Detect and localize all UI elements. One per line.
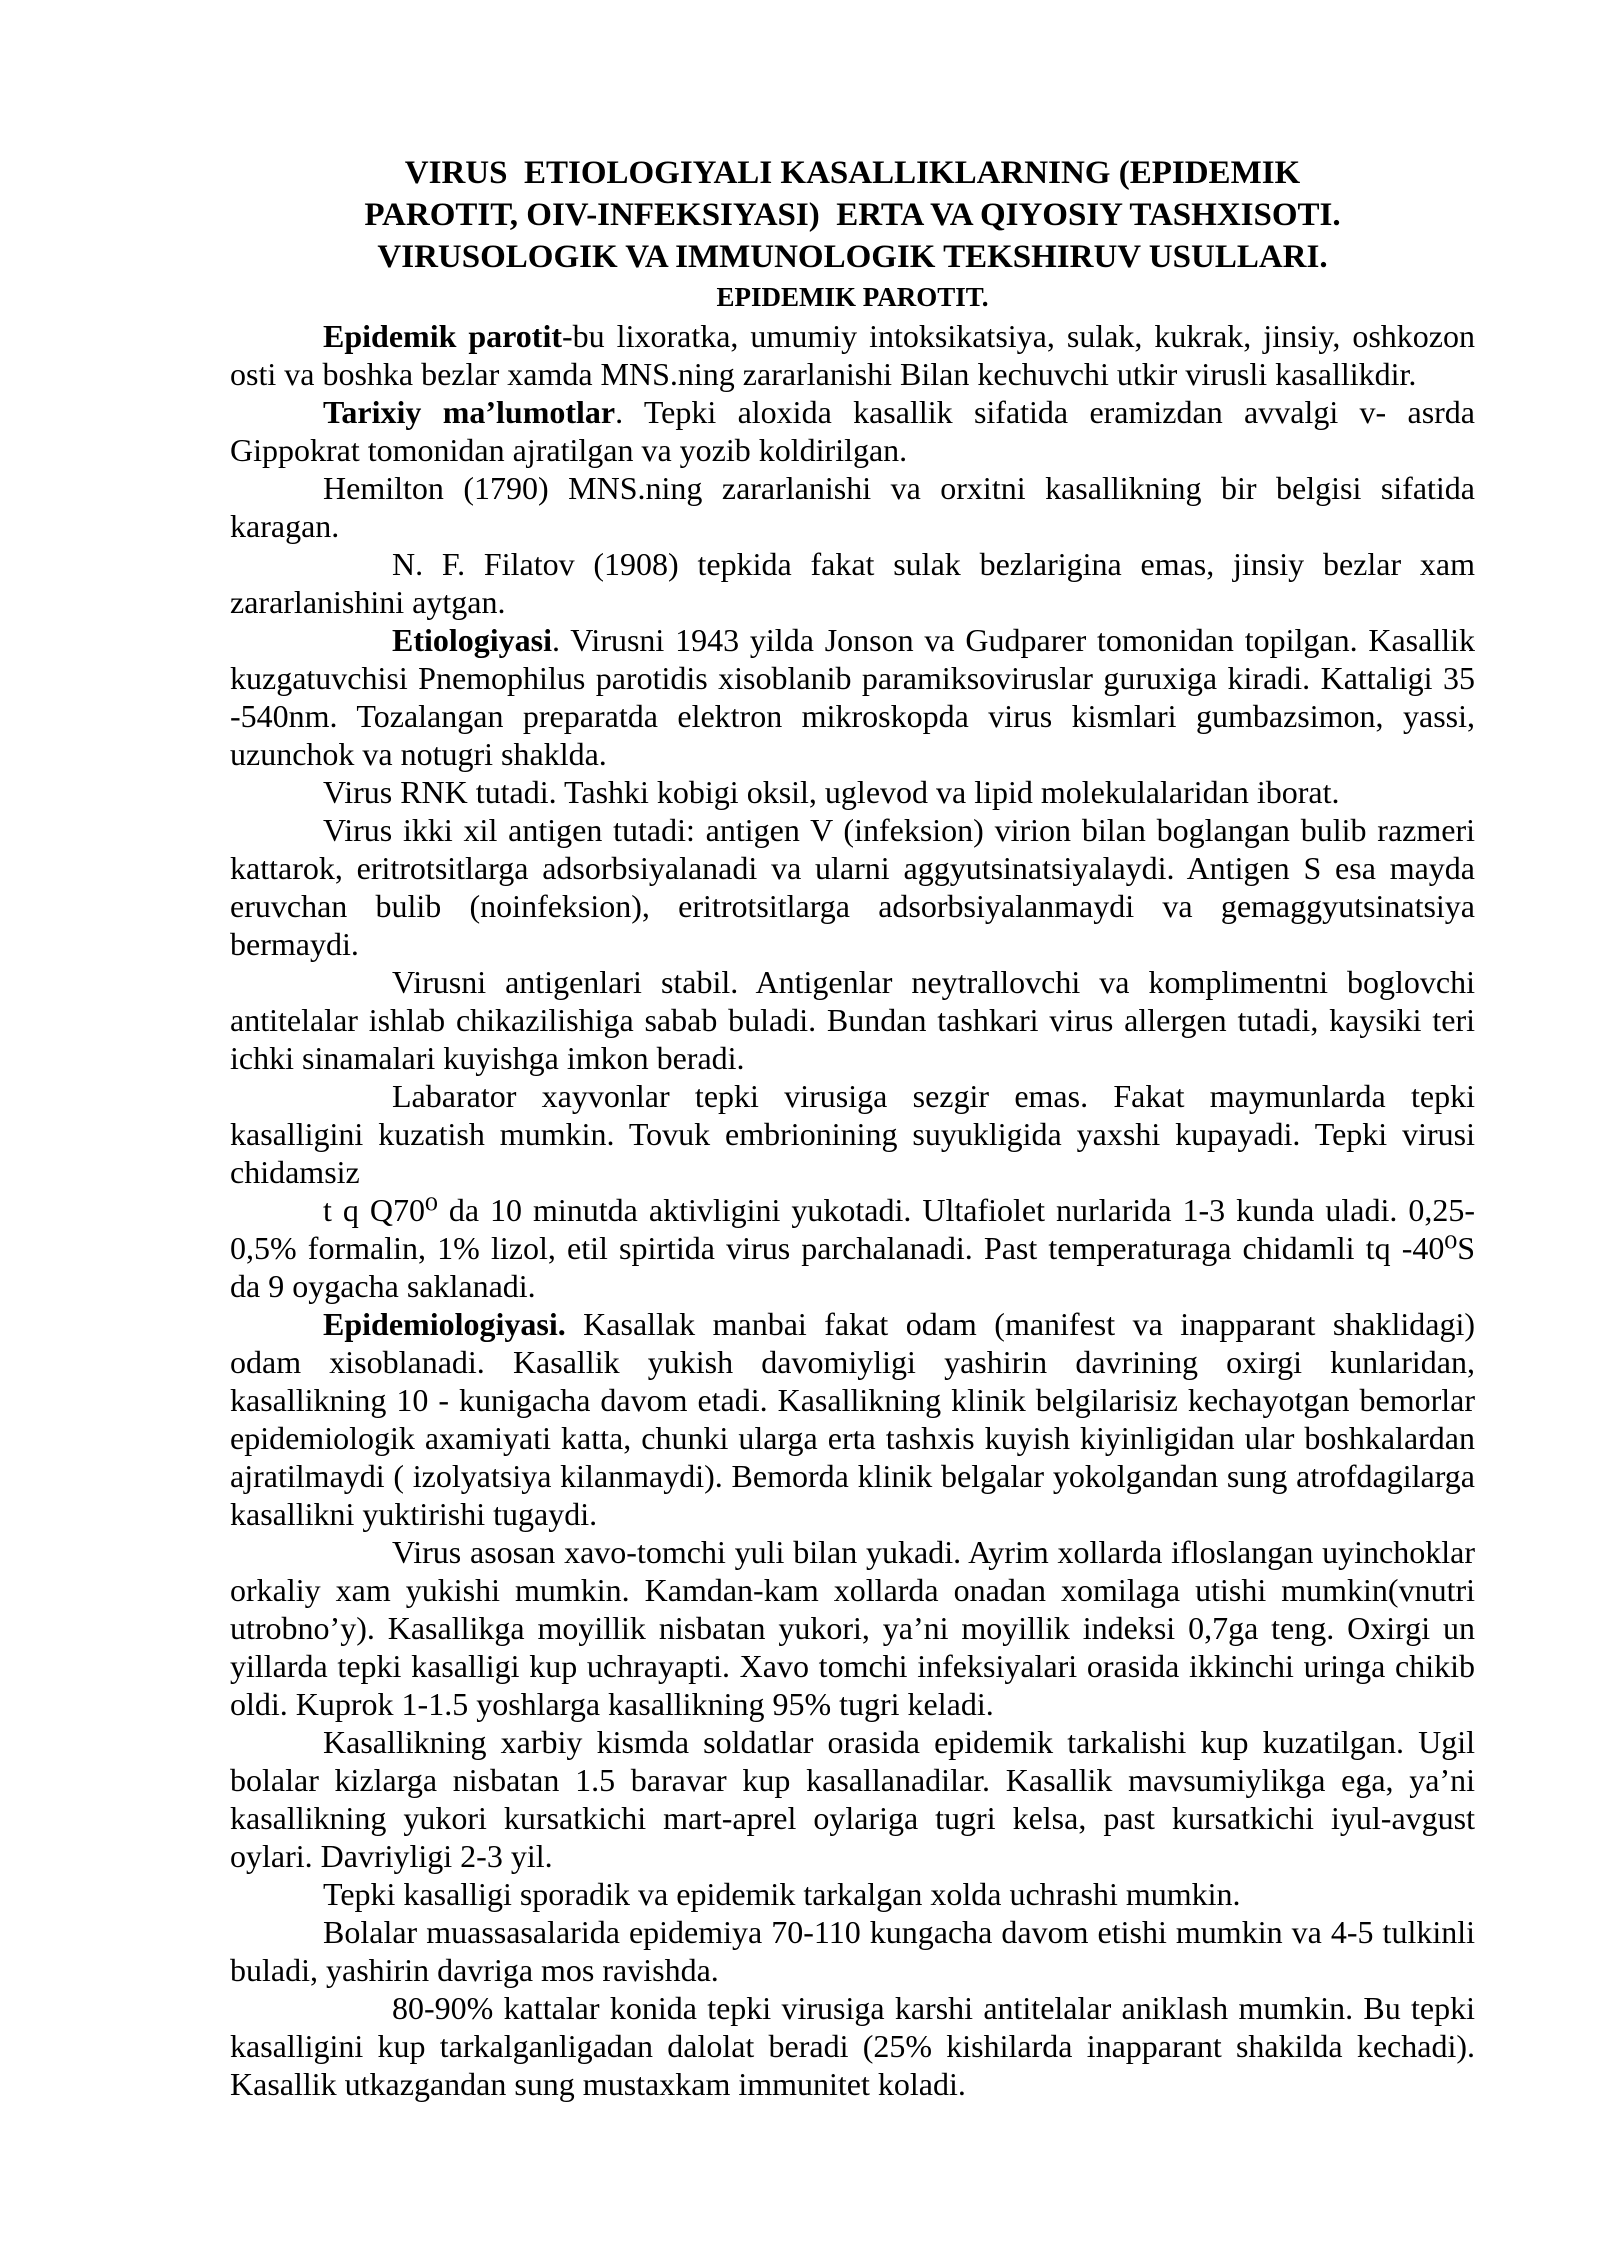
paragraph [230,1305,1475,1533]
paragraph [230,1989,1475,2103]
paragraph [230,621,1475,773]
paragraph-text: Labarator xayvonlar tepki virusiga sezgir emas. Fakat maymunlarda tepki kasalligini kuzatish mumkin. Tovuk embrionining suyukligida yaxshi kupayadi. Tepki virusi chidamsiz [230,1078,1475,1190]
paragraph [230,393,1475,469]
paragraph-text: . Virusni 1943 yilda Jonson va Gudparer tomonidan topilgan. Kasallik kuzgatuvchisi Pnemophilus parotidis xisoblanib paramiksoviruslar guruxiga kiradi. Kattaligi 35 -540nm. Tozalangan preparatda elektron mikroskopda virus kismlari gumbazsimon, yassi, uzunchok va notugri shaklda. [230,622,1475,772]
document-header [230,152,1475,317]
paragraph [230,1723,1475,1875]
paragraph [230,1077,1475,1191]
paragraph-text: N. F. Filatov (1908) tepkida fakat sulak bezlarigina emas, jinsiy bezlar xam zararlanishini aytgan. [230,546,1475,620]
paragraph [230,773,1475,811]
paragraph [230,1533,1475,1723]
paragraph-text: -bu lixoratka, umumiy intoksikatsiya, sulak, kukrak, jinsiy, oshkozon osti va boshka bezlar xamda MNS.ning zararlanishi Bilan kechuvchi utkir virusli kasallikdir. [230,318,1476,392]
paragraph [230,1913,1475,1989]
paragraph-text: Virus asosan xavo-tomchi yuli bilan yukadi. Ayrim xollarda ifloslangan uyinchoklar orkaliy xam yukishi mumkin. Kamdan-kam xollarda onadan xomilaga utishi mumkin(vnutri utrobno’y). Kasallikga moyillik nisbatan yukori, ya’ni moyillik indeksi 0,7ga teng. Oxirgi un yillarda tepki kasalligi kup uchrayapti. Xavo tomchi infeksiyalari orasida ikkinchi uringa chikib oldi. Kuprok 1-1.5 yoshlarga kasallikning 95% tugri keladi. [230,1534,1475,1722]
paragraph-text: Kasallikning xarbiy kismda soldatlar orasida epidemik tarkalishi kup kuzatilgan. Ugil bolalar kizlarga nisbatan 1.5 baravar kup kasallanadilar. Kasallik mavsumiylikga ega, ya’ni kasallikning yukori kursatkichi mart-aprel oylariga tugri kelsa, past kursatkichi iyul-avgust oylari. Davriyligi 2-3 yil. [230,1724,1475,1874]
paragraph [230,1875,1475,1913]
title-line: PAROTIT, OIV-INFEKSIYASI) ERTA VA QIYOSIY TASHXISOTI. [364,197,1341,233]
paragraph-text: Hemilton (1790) MNS.ning zararlanishi va orxitni kasallikning bir belgisi sifatida karagan. [230,470,1475,544]
document-subtitle: EPIDEMIK PAROTIT. [716,282,989,312]
paragraph-lead-text: Epidemik parotit [323,318,563,354]
document-title [230,152,1475,278]
paragraph-text: Virusni antigenlari stabil. Antigenlar neytrallovchi va komplimentni boglovchi antitelalar ishlab chikazilishiga sabab buladi. Bundan tashkari virus allergen tutadi, kaysiki teri ichki sinamalari kuyishga imkon beradi. [230,964,1475,1076]
document-body [230,317,1475,2103]
paragraph-text: t q Q70⁰ da 10 minutda aktivligini yukotadi. Ultafiolet nurlarida 1-3 kunda uladi. 0,25-0,5% formalin, 1% lizol, etil spirtida virus parchalanadi. Past temperaturaga chidamli tq -40⁰S da 9 oygacha saklanadi. [230,1192,1475,1304]
paragraph-text: Bolalar muassasalarida epidemiya 70-110 kungacha davom etishi mumkin va 4-5 tulkinli buladi, yashirin davriga mos ravishda. [230,1914,1475,1988]
paragraph [230,317,1475,393]
paragraph [230,469,1475,545]
paragraph-text: Tepki kasalligi sporadik va epidemik tarkalgan xolda uchrashi mumkin. [323,1876,1241,1912]
paragraph-lead-text: Epidemiologiyasi. [323,1306,566,1342]
paragraph-text: Kasallak manbai fakat odam (manifest va inapparant shaklidagi) odam xisoblanadi. Kasallik yukish davomiyligi yashirin davrining oxirgi kunlaridan, kasallikning 10 - kunigacha davom etadi. Kasallikning klinik belgilarisiz kechayotgan bemorlar epidemiologik axamiyati katta, chunki ularga erta tashxis kuyish kiyinligidan ular boshkalardan ajratilmaydi ( izolyatsiya kilanmaydi). Bemorda klinik belgalar yokolgandan sung atrofdagilarga kasallikni yuktirishi tugaydi. [230,1306,1475,1532]
paragraph-text: Virus RNK tutadi. Tashki kobigi oksil, uglevod va lipid molekulalaridan iborat. [323,774,1340,810]
title-line: VIRUSOLOGIK VA IMMUNOLOGIK TEKSHIRUV USULLARI. [377,239,1328,275]
paragraph-text: Virus ikki xil antigen tutadi: antigen V (infeksion) virion bilan boglangan bulib razmeri kattarok, eritrotsitlarga adsorbsiyalanadi va ularni aggyutsinatsiyalaydi. Antigen S esa mayda eruvchan bulib (noinfeksion), eritrotsitlarga adsorbsiyalanmaydi va gemaggyutsinatsiya bermaydi. [230,812,1475,962]
paragraph-lead-text: Tarixiy ma’lumotlar [323,394,616,430]
title-line: VIRUS ETIOLOGIYALI KASALLIKLARNING (EPIDEMIK [404,155,1301,191]
paragraph [230,545,1475,621]
paragraph-text: . Tepki aloxida kasallik sifatida eramizdan avvalgi v- asrda Gippokrat tomonidan ajratilgan va yozib koldirilgan. [230,394,1476,468]
paragraph [230,963,1475,1077]
paragraph-lead-text: Etiologiyasi [392,622,553,658]
paragraph [230,811,1475,963]
paragraph [230,1191,1475,1305]
paragraph-text: 80-90% kattalar konida tepki virusiga karshi antitelalar aniklash mumkin. Bu tepki kasalligini kup tarkalganligadan dalolat beradi (25% kishilarda inapparant shakilda kechadi). Kasallik utkazgandan sung mustaxkam immunitet koladi. [230,1990,1475,2102]
